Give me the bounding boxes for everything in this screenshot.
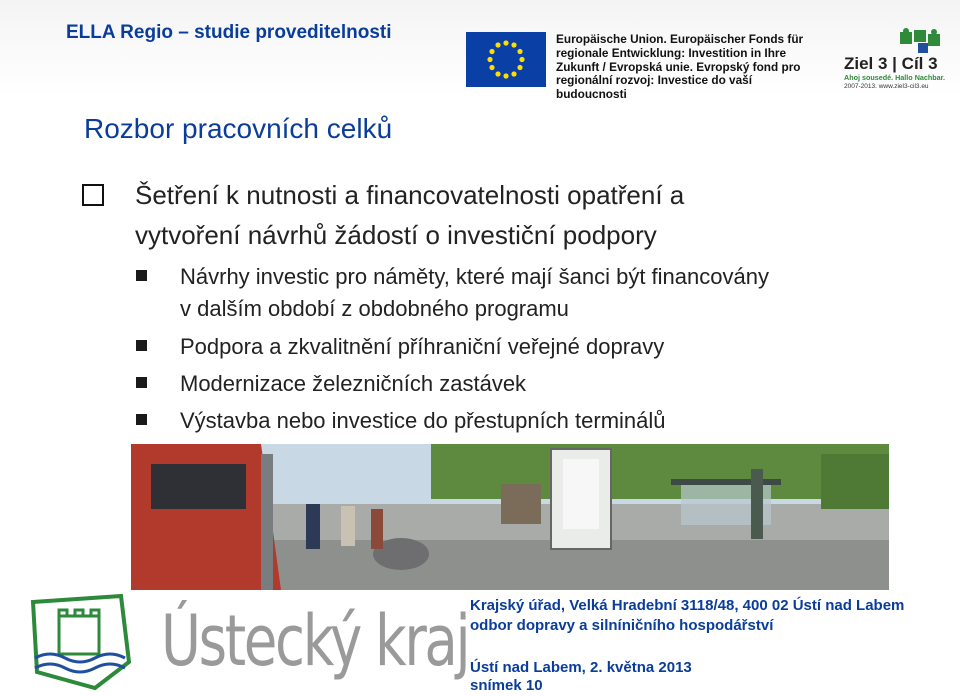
main-bullet-line: vytvoření návrhů žádostí o investiční podpory xyxy=(135,220,657,250)
eu-flag-logo xyxy=(466,32,546,87)
square-bullet-icon xyxy=(136,377,147,388)
ziel3-logo xyxy=(838,28,950,94)
footer-date: Ústí nad Labem, 2. května 2013 xyxy=(470,659,692,676)
eu-text-line: Zukunft / Evropská unie. Evropský fond pro xyxy=(556,59,801,74)
office-address: Krajský úřad, Velká Hradební 3118/48, 400 02 Ústí nad Labem xyxy=(470,597,905,614)
sub-bullet-text: Návrhy investic pro náměty, které mají šanci být financovány xyxy=(180,264,769,289)
station-photo xyxy=(131,444,889,590)
ustecky-kraj-logo xyxy=(25,592,469,692)
slide-title: Rozbor pracovních celků xyxy=(84,113,393,144)
sub-bullet-text: Modernizace železničních zastávek xyxy=(180,371,527,396)
sub-bullet-text: Podpora a zkvalitnění příhraniční veřejné dopravy xyxy=(180,334,665,359)
kraj-name: Ústecký kraj xyxy=(161,600,469,682)
ziel-title: Ziel 3 | Cíl 3 xyxy=(844,54,938,73)
sub-bullet-text: Výstavba nebo investice do přestupních terminálů xyxy=(180,408,666,433)
eu-funding-text xyxy=(556,33,816,102)
square-bullet-icon xyxy=(136,340,147,351)
ziel-slogan: Ahoj sousedé. Hallo Nachbar. xyxy=(844,73,946,82)
eu-text-line: regionale Entwicklung: Investition in Ihre xyxy=(556,45,787,60)
square-bullet-icon xyxy=(136,270,147,281)
office-department: odbor dopravy a silníničního hospodářství xyxy=(470,617,774,634)
slide-number: snímek 10 xyxy=(470,677,543,694)
ziel-period: 2007-2013. www.ziel3-cil3.eu xyxy=(844,83,929,90)
main-bullet-line: Šetření k nutnosti a financovatelnosti opatření a xyxy=(135,180,685,210)
eu-text-line: regionální rozvoj: Investice do vaší budoucnosti xyxy=(556,73,753,102)
square-bullet-icon xyxy=(136,414,147,425)
header-title: ELLA Regio – studie proveditelnosti xyxy=(66,22,392,43)
sub-bullet-text: v dalším období z obdobného programu xyxy=(180,296,569,321)
eu-text-line: Europäische Union. Europäischer Fonds für xyxy=(556,32,804,46)
checkbox-bullet-icon xyxy=(82,184,104,206)
